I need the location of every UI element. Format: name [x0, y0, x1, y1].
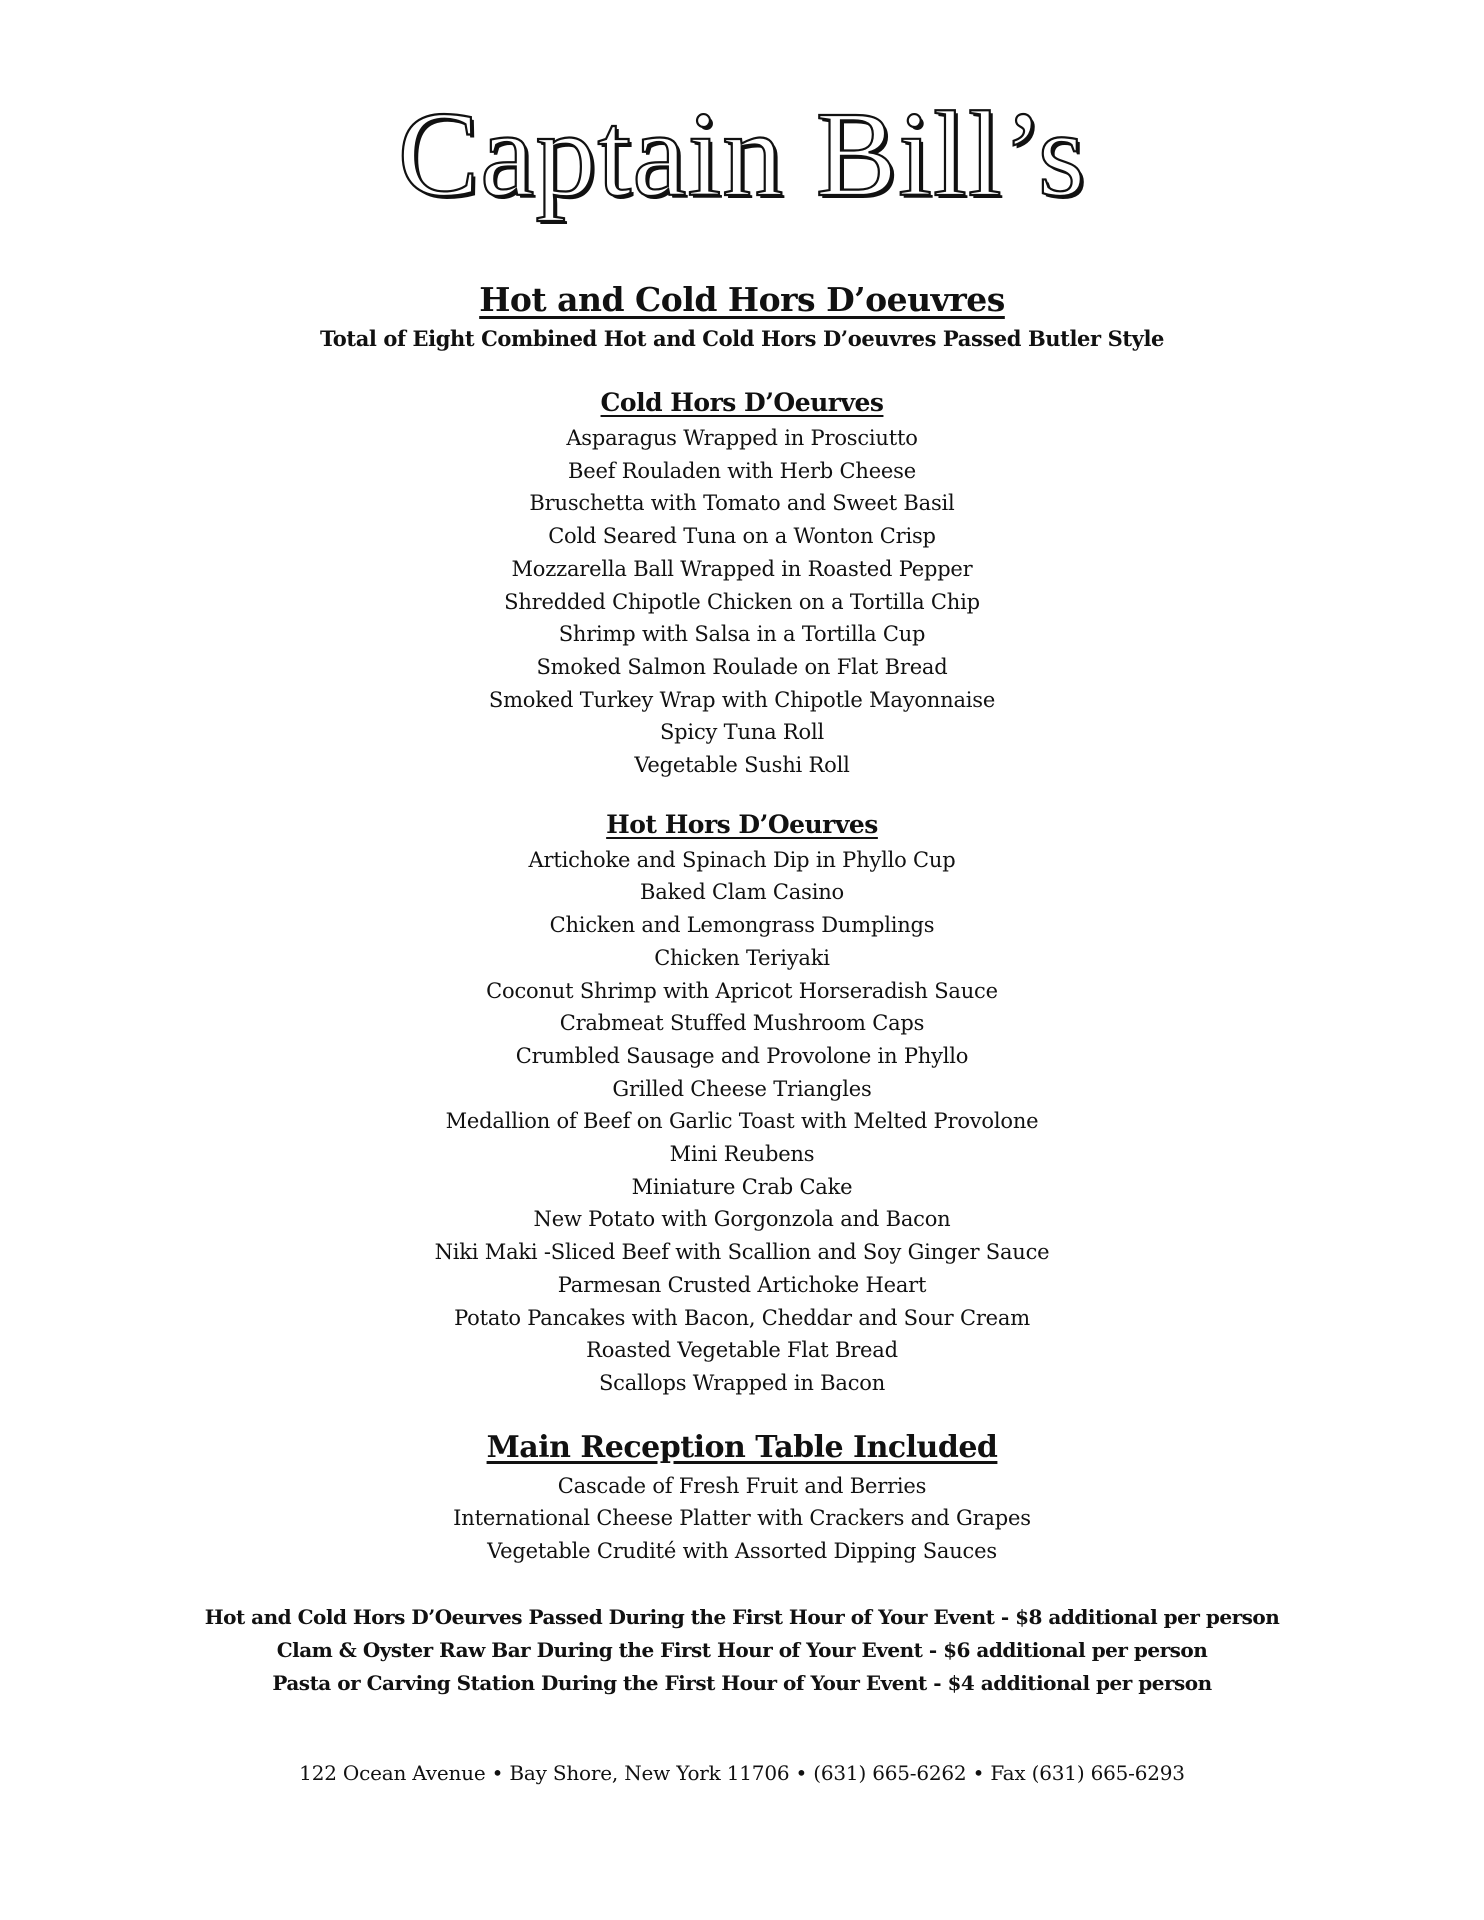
cold-section-title: Cold Hors D’Oeurves [600, 388, 884, 417]
hot-item: Grilled Cheese Triangles [612, 1076, 872, 1101]
addon-line: Pasta or Carving Station During the First Hour of Your Event - $4 additional per person [272, 1671, 1212, 1696]
hot-item: Medallion of Beef on Garlic Toast with Melted Provolone [445, 1109, 1039, 1134]
reception-item: International Cheese Platter with Crackers and Grapes [453, 1506, 1031, 1531]
cold-item: Mozzarella Ball Wrapped in Roasted Pepper [511, 556, 973, 581]
cold-items-list [0, 422, 1484, 782]
cold-item: Smoked Salmon Roulade on Flat Bread [536, 654, 948, 679]
cold-item: Shrimp with Salsa in a Tortilla Cup [558, 622, 926, 647]
cold-item: Cold Seared Tuna on a Wonton Crisp [548, 524, 936, 549]
cold-item: Spicy Tuna Roll [660, 720, 824, 745]
page-subtitle: Total of Eight Combined Hot and Cold Hors D’oeuvres Passed Butler Style [319, 326, 1164, 351]
hot-item: Baked Clam Casino [640, 880, 844, 905]
hot-item: Potato Pancakes with Bacon, Cheddar and Sour Cream [454, 1305, 1030, 1330]
hot-item: Miniature Crab Cake [631, 1174, 853, 1199]
page-title: Hot and Cold Hors D’oeuvres [479, 280, 1005, 319]
addons-list [0, 1601, 1484, 1700]
cold-item: Bruschetta with Tomato and Sweet Basil [529, 491, 955, 516]
hot-item: Niki Maki -Sliced Beef with Scallion and Soy Ginger Sauce [434, 1240, 1050, 1265]
cold-item: Beef Rouladen with Herb Cheese [568, 458, 916, 483]
hot-item: Scallops Wrapped in Bacon [598, 1370, 886, 1395]
hot-item: Coconut Shrimp with Apricot Horseradish Sauce [486, 978, 998, 1003]
cold-item: Vegetable Sushi Roll [634, 753, 850, 778]
cold-item: Asparagus Wrapped in Prosciutto [566, 426, 918, 450]
hot-item: Artichoke and Spinach Dip in Phyllo Cup [528, 847, 956, 872]
hot-section-title: Hot Hors D’Oeurves [606, 809, 878, 839]
cold-section [0, 384, 1484, 782]
hot-item: Chicken Teriyaki [654, 945, 830, 970]
contact-footer: 122 Ocean Avenue • Bay Shore, New York 11706 • (631) 665-6262 • Fax (631) 665-6293 [299, 1761, 1185, 1786]
cold-item: Smoked Turkey Wrap with Chipotle Mayonnaise [488, 687, 996, 712]
addon-line: Hot and Cold Hors D’Oeurves Passed During the First Hour of Your Event - $8 additional per person [204, 1605, 1280, 1630]
reception-item: Vegetable Crudité with Assorted Dipping Sauces [487, 1538, 997, 1563]
hot-item: Roasted Vegetable Flat Bread [586, 1338, 898, 1363]
reception-item: Cascade of Fresh Fruit and Berries [557, 1473, 927, 1498]
hot-section [0, 806, 1484, 1400]
hot-item: Mini Reubens [669, 1142, 815, 1167]
hot-items-list [0, 844, 1484, 1400]
hot-item: Crabmeat Stuffed Mushroom Caps [559, 1011, 925, 1036]
reception-items-list [0, 1470, 1484, 1568]
hot-item: Chicken and Lemongrass Dumplings [549, 913, 935, 938]
hot-item: Crumbled Sausage and Provolone in Phyllo [515, 1043, 969, 1068]
reception-section-title: Main Reception Table Included [486, 1429, 998, 1465]
addon-line: Clam & Oyster Raw Bar During the First Hour of Your Event - $6 additional per person [276, 1638, 1208, 1663]
hot-item: Parmesan Crusted Artichoke Heart [557, 1272, 927, 1297]
hot-item: New Potato with Gorgonzola and Bacon [533, 1207, 951, 1232]
cold-item: Shredded Chipotle Chicken on a Tortilla Chip [504, 589, 980, 614]
reception-section [0, 1426, 1484, 1568]
restaurant-logo: Captain Bill’s [397, 87, 1087, 222]
